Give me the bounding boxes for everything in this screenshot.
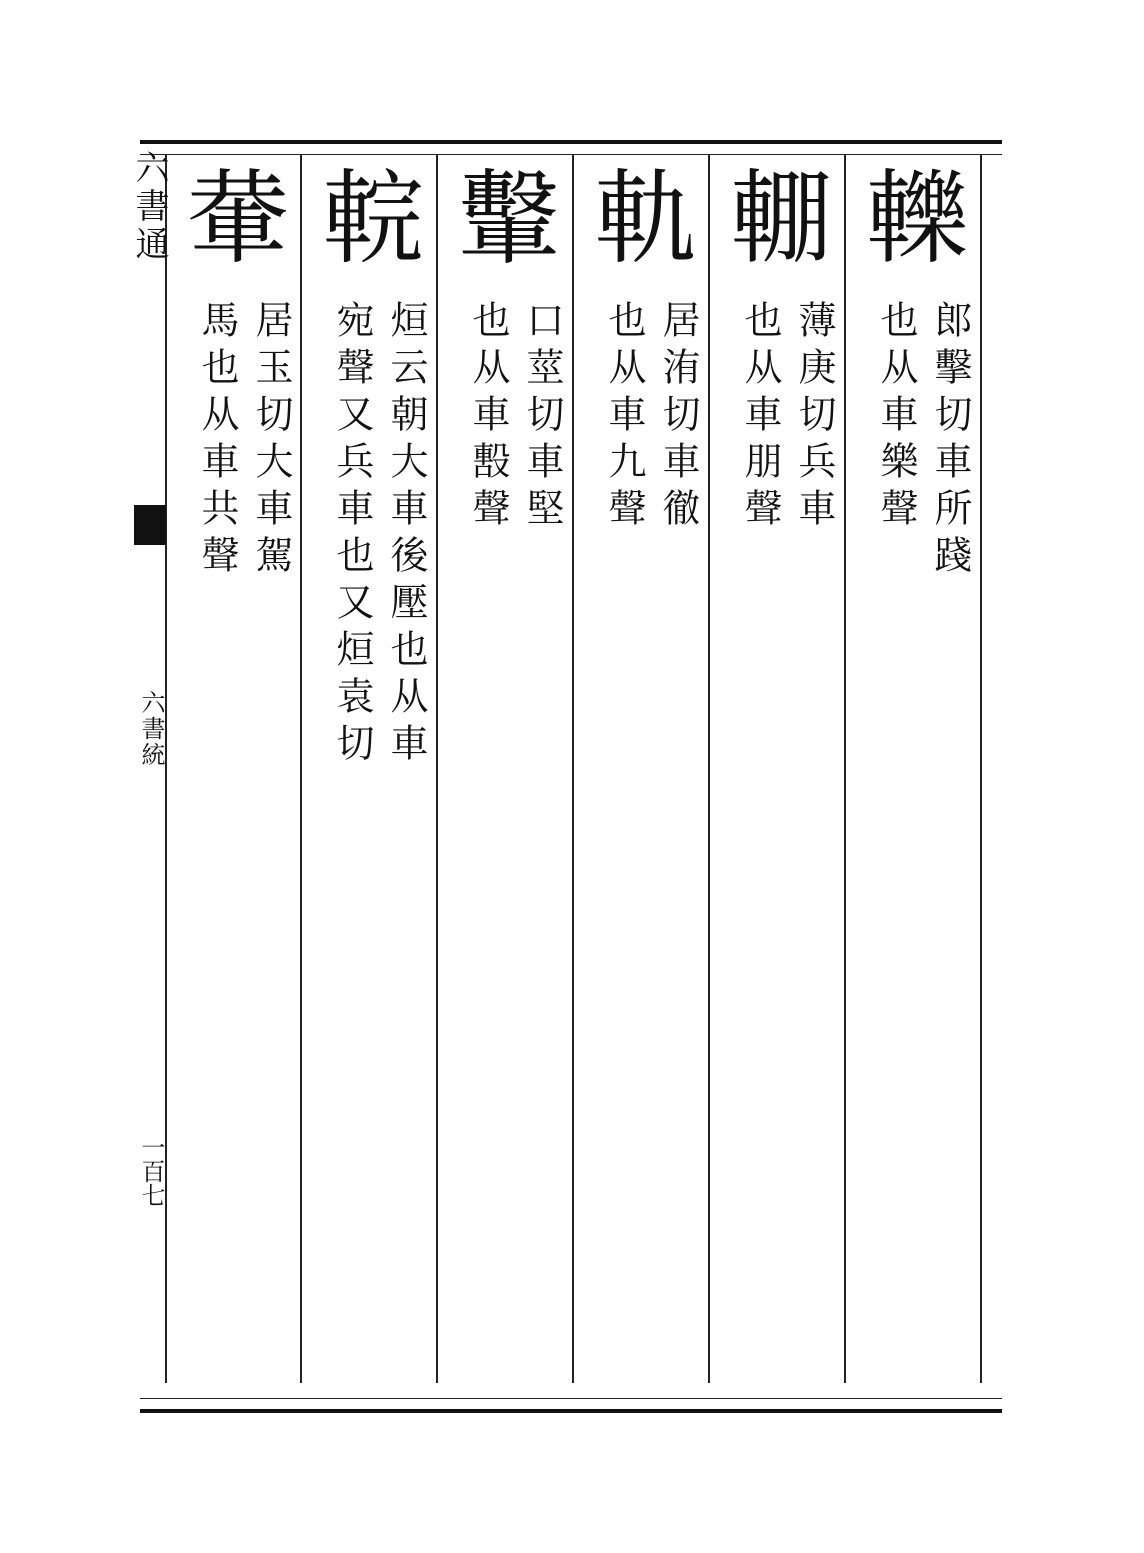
- entry-column: [438, 160, 574, 1380]
- gloss-text: 也从車九聲: [602, 300, 646, 535]
- gloss-text: 口莖切車堅: [520, 300, 564, 535]
- gloss-text: 宛聲又兵車也又烜袁切: [330, 300, 374, 770]
- seal-character: 輂: [187, 160, 283, 279]
- entry-column: [167, 160, 303, 1380]
- entry-column: [574, 160, 710, 1380]
- seal-character: 輣: [730, 160, 826, 279]
- entry-column: [710, 160, 846, 1380]
- seal-character: 輐: [322, 160, 418, 279]
- gloss-text: 烜云朝大車後壓也从車: [384, 300, 428, 770]
- seal-character: 軌: [594, 160, 690, 279]
- gloss-text: 郎擊切車所踐: [928, 300, 972, 582]
- margin-book-title: 六書通: [129, 150, 169, 264]
- gloss-text: 居洧切車徹: [656, 300, 700, 535]
- seal-character: 轢: [866, 160, 962, 279]
- gloss-text: 也从車朋聲: [738, 300, 782, 535]
- gloss-text: 薄庚切兵車: [792, 300, 836, 535]
- seal-character: 轚: [458, 160, 554, 279]
- gloss-text: 居玉切大車駕: [249, 300, 293, 582]
- gloss-text: 馬也从車共聲: [195, 300, 239, 582]
- entry-column: [846, 160, 982, 1380]
- frame-inner-top-rule: [140, 154, 1002, 155]
- margin-chapter-label: 六書統: [137, 690, 165, 768]
- margin-fishtail-mark: [134, 505, 166, 545]
- gloss-text: 也从車樂聲: [874, 300, 918, 535]
- margin-page-number: 一百七: [137, 1135, 165, 1207]
- frame-inner-bottom-rule: [140, 1398, 1002, 1399]
- entry-column: [302, 160, 438, 1380]
- gloss-text: 也从車毄聲: [466, 300, 510, 535]
